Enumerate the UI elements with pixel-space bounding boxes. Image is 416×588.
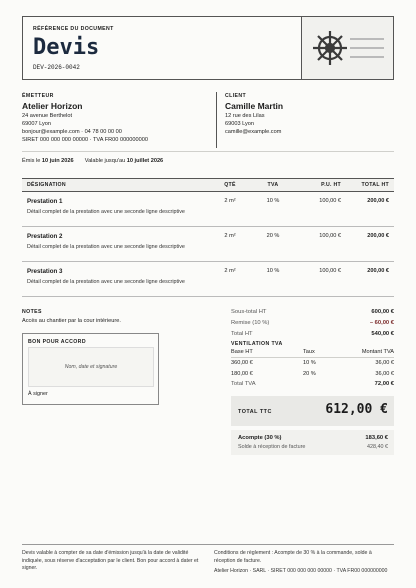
divider <box>22 151 394 152</box>
divider <box>231 357 394 358</box>
item-total: 200,00 € <box>346 262 394 297</box>
vat-breakdown-label: VENTILATION TVA <box>231 341 283 347</box>
deposit-box <box>231 430 394 455</box>
signature-placeholder: Nom, date et signature <box>64 364 118 370</box>
vat-base: 180,00 € <box>231 371 253 377</box>
total-ht-label: Total HT <box>231 331 253 337</box>
vat-row <box>231 360 394 368</box>
footer-company-info: Atelier Horizon · SARL · SIRET 000 000 000 00000 · TVA FR00 000000000 <box>214 568 388 574</box>
vat-base-header: Base HT <box>231 349 253 355</box>
item-description: Détail complet de la prestation avec une seconde ligne descriptive <box>27 209 185 215</box>
item-total: 200,00 € <box>346 227 394 262</box>
total-ttc-value: 612,00 € <box>325 402 388 417</box>
col-vat: TVA <box>248 179 298 192</box>
item-unit-price: 100,00 € <box>298 192 346 227</box>
notes-text: Accès au chantier par la cour intérieure. <box>22 318 121 324</box>
deposit-label: Acompte (30 %) <box>238 435 282 441</box>
issuer-label: ÉMETTEUR <box>22 93 54 99</box>
item-qty: 2 m² <box>212 192 248 227</box>
client-name: Camille Martin <box>225 101 284 111</box>
table-header-row <box>22 179 394 192</box>
vat-row <box>231 371 394 379</box>
discount-label: Remise (10 %) <box>231 320 270 326</box>
item-qty: 2 m² <box>212 262 248 297</box>
vat-rate: 20 % <box>303 371 316 377</box>
signature-area[interactable] <box>28 347 154 387</box>
total-vat-value: 72,00 € <box>374 381 394 387</box>
item-unit-price: 100,00 € <box>298 262 346 297</box>
document-header <box>22 16 394 80</box>
client-city: 69003 Lyon <box>225 121 255 127</box>
item-designation-cell <box>22 192 212 227</box>
valid-prefix: Valable jusqu'au <box>84 158 126 164</box>
total-ttc-label: TOTAL TTC <box>238 409 272 415</box>
vat-amount: 36,00 € <box>375 371 394 377</box>
signature-label: BON POUR ACCORD <box>28 339 86 345</box>
vat-amount-header: Montant TVA <box>361 349 394 355</box>
table-row <box>22 192 394 227</box>
item-title: Prestation 1 <box>27 198 63 205</box>
notes-label: NOTES <box>22 309 42 315</box>
vat-rate-header: Taux <box>303 349 315 355</box>
item-qty: 2 m² <box>212 227 248 262</box>
vat-header-row <box>231 349 394 357</box>
footer-validity-text: Devis valable à compter de sa date d'émission jusqu'à la date de validité indiquée, sous réserve d'acceptation par le client. Bon pour accord à dater et signer. <box>22 550 199 572</box>
issued-prefix: Émis le <box>22 158 41 164</box>
client-email: camille@example.com <box>225 129 282 135</box>
item-designation-cell <box>22 262 212 297</box>
issuer-name: Atelier Horizon <box>22 101 83 111</box>
issuer-street: 24 avenue Berthelot <box>22 113 73 119</box>
total-ht-row <box>231 331 394 337</box>
signature-place: À signer <box>28 391 48 397</box>
dates-line <box>22 157 163 166</box>
item-title: Prestation 3 <box>27 268 63 275</box>
table-row <box>22 227 394 262</box>
item-vat: 20 % <box>248 227 298 262</box>
item-description: Détail complet de la prestation avec une seconde ligne descriptive <box>27 244 185 250</box>
document-title: Devis <box>33 35 100 60</box>
issuer-city: 69007 Lyon <box>22 121 52 127</box>
item-total: 200,00 € <box>346 192 394 227</box>
item-unit-price: 100,00 € <box>298 227 346 262</box>
col-designation: DÉSIGNATION <box>22 179 212 192</box>
logo-cell <box>301 17 393 79</box>
valid-date: 10 juillet 2026 <box>126 158 164 164</box>
vat-rate: 10 % <box>303 360 316 366</box>
footer-payment-terms: Conditions de règlement : Acompte de 30 % à la commande, solde à réception de facture. <box>214 550 372 564</box>
footer-divider <box>22 544 394 545</box>
ship-wheel-icon <box>302 17 394 79</box>
balance-label: Solde à réception de facture <box>238 444 306 450</box>
discount-row <box>231 320 394 326</box>
col-qty: QTÉ <box>212 179 248 192</box>
total-vat-label: Total TVA <box>231 381 256 387</box>
issuer-ids: SIRET 000 000 000 00000 · TVA FR00 000000000 <box>22 137 148 143</box>
subtotal-row <box>231 309 394 315</box>
client-label: CLIENT <box>225 93 247 99</box>
item-vat: 10 % <box>248 192 298 227</box>
col-total: TOTAL HT <box>346 179 394 192</box>
signature-box <box>22 333 159 405</box>
item-vat: 10 % <box>248 262 298 297</box>
item-title: Prestation 2 <box>27 233 63 240</box>
subtotal-value: 600,00 € <box>371 309 394 315</box>
client-street: 12 rue des Lilas <box>225 113 265 119</box>
vat-base: 360,00 € <box>231 360 253 366</box>
items-table <box>22 178 394 297</box>
balance-value: 428,40 € <box>367 444 388 450</box>
total-vat-row <box>231 381 394 387</box>
total-ttc-box <box>231 396 394 426</box>
document-reference-label: RÉFÉRENCE DU DOCUMENT <box>33 26 114 32</box>
item-designation-cell <box>22 227 212 262</box>
deposit-value: 183,60 € <box>365 435 388 441</box>
item-description: Détail complet de la prestation avec une seconde ligne descriptive <box>27 279 185 285</box>
party-divider <box>216 92 217 148</box>
col-unit-price: P.U. HT <box>298 179 346 192</box>
table-row <box>22 262 394 297</box>
subtotal-label: Sous-total HT <box>231 309 267 315</box>
vat-amount: 36,00 € <box>375 360 394 366</box>
total-ht-value: 540,00 € <box>371 331 394 337</box>
document-number: DEV-2026-0042 <box>33 64 80 71</box>
discount-value: – 60,00 € <box>369 320 394 326</box>
issued-date: 10 juin 2026 <box>41 158 74 164</box>
issuer-contact: bonjour@example.com · 04 78 00 00 00 <box>22 129 122 135</box>
